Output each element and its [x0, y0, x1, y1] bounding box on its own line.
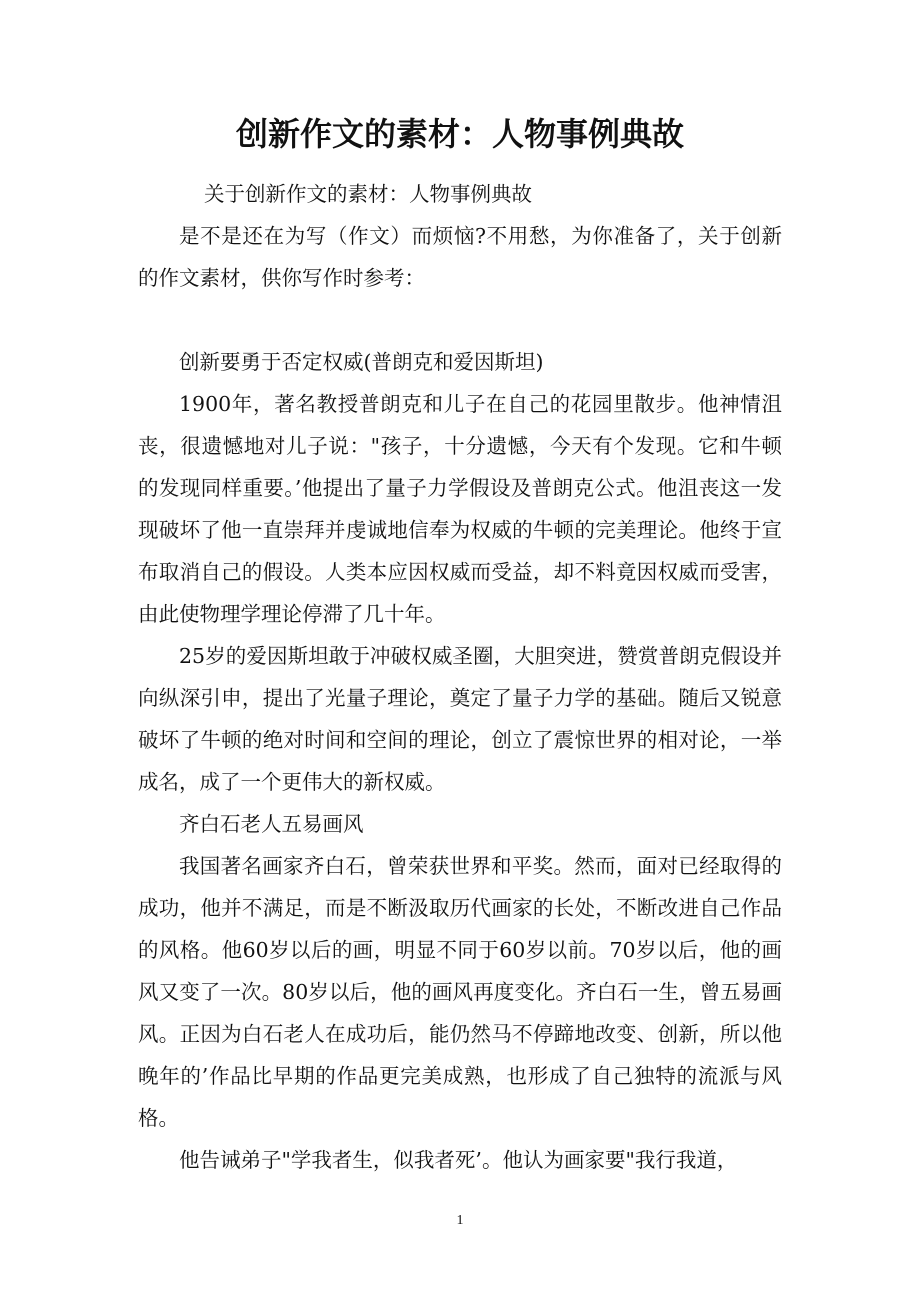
- section-heading-qi-baishi: 齐白石老人五易画风: [179, 812, 364, 836]
- intro-heading: 关于创新作文的素材：人物事例典故: [204, 182, 532, 206]
- einstein-paragraph: 25岁的爱因斯坦敢于冲破权威圣圈，大胆突进，赞赏普朗克假设并向纵深引申，提出了光量子理论，奠定了量子力学的基础。随后又锐意破坏了牛顿的绝对时间和空间的理论，创立了震惊世界的相对论，一举成名，成了一个更伟大的新权威。: [138, 644, 782, 794]
- planck-paragraph: 1900年，著名教授普朗克和儿子在自己的花园里散步。他神情沮丧，很遗憾地对儿子说："孩子，十分遗憾，今天有个发现。它和牛顿的发现同样重要。’他提出了量子力学假设及普朗克公式。他沮丧这一发现破坏了他一直崇拜并虔诚地信奉为权威的牛顿的完美理论。他终于宣布取消自己的假设。人类本应因权威而受益，却不料竟因权威而受害，由此使物理学理论停滞了几十年。: [138, 392, 782, 626]
- paragraph-spacer: [138, 299, 782, 341]
- section-heading-planck-einstein: 创新要勇于否定权威(普朗克和爱因斯坦): [179, 350, 544, 374]
- document-body: [138, 173, 782, 1181]
- intro-paragraph: 是不是还在为写（作文）而烦恼?不用愁，为你准备了，关于创新的作文素材，供你写作时参考：: [138, 224, 782, 290]
- page-number: 1: [456, 1213, 464, 1228]
- document-title: 创新作文的素材：人物事例典故: [235, 115, 684, 153]
- qi-baishi-paragraph: 我国著名画家齐白石，曾荣获世界和平奖。然而，面对已经取得的成功，他并不满足，而是不断汲取历代画家的长处，不断改进自己作品的风格。他60岁以后的画，明显不同于60岁以前。70岁以后，他的画风又变了一次。80岁以后，他的画风再度变化。齐白石一生，曾五易画风。正因为白石老人在成功后，能仍然马不停蹄地改变、创新，所以他晚年的’作品比早期的作品更完美成熟，也形成了自己独特的流派与风格。: [138, 854, 782, 1130]
- qi-baishi-quote-paragraph: 他告诫弟子"学我者生，似我者死’。他认为画家要"我行我道，: [179, 1148, 738, 1172]
